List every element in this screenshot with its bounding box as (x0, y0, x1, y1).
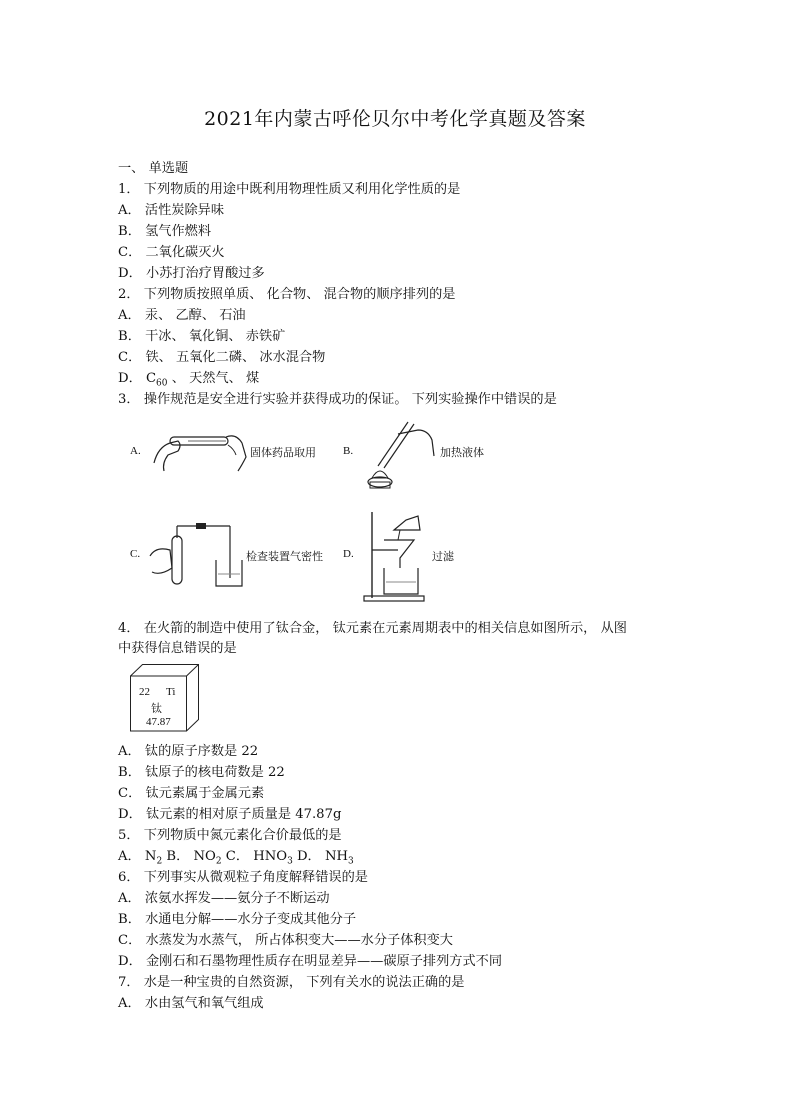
q5-stem: 5． 下列物质中氮元素化合价最低的是 (118, 828, 342, 843)
q5-a: A． N (118, 849, 157, 864)
q6-stem: 6． 下列事实从微观粒子角度解释错误的是 (118, 870, 368, 885)
q3-fig-c-illustration (146, 516, 246, 590)
q3-fig-b-illustration (358, 416, 438, 492)
q3-fig-b-caption: 加热液体 (440, 446, 484, 459)
q5-options (118, 848, 354, 871)
q1-option-d: D． 小苏打治疗胃酸过多 (118, 266, 265, 281)
section-heading: 一、 单选题 (118, 161, 189, 176)
q3-fig-d-label: D. (343, 548, 354, 560)
q5-d-sub: 3 (347, 856, 354, 867)
q1-option-b: B． 氢气作燃料 (118, 224, 212, 239)
element-symbol: Ti (166, 686, 176, 698)
q1-option-c: C． 二氧化碳灭火 (118, 245, 225, 260)
q5-a-sub: 2 (156, 856, 163, 867)
q3-fig-d-caption: 过滤 (432, 550, 454, 563)
q3-fig-b-label: B. (343, 445, 354, 457)
q3-stem: 3． 操作规范是安全进行实验并获得成功的保证。 下列实验操作中错误的是 (118, 392, 557, 407)
q6-option-b: B． 水通电分解——水分子变成其他分子 (118, 912, 357, 927)
q4-option-b: B． 钛原子的核电荷数是 22 (118, 765, 285, 780)
q5-d: D． NH (292, 849, 348, 864)
q5-c: C． HNO (221, 849, 288, 864)
element-atomic-mass: 47.87 (146, 716, 171, 728)
q2-d-prefix: D． C (118, 371, 157, 386)
q2-d-rest: 、 天然气、 煤 (167, 371, 260, 386)
q2-option-a: A． 汞、 乙醇、 石油 (118, 308, 246, 323)
q2-stem: 2． 下列物质按照单质、 化合物、 混合物的顺序排列的是 (118, 287, 456, 302)
q2-option-d (118, 370, 259, 393)
q6-option-c: C． 水蒸发为水蒸气， 所占体积变大——水分子体积变大 (118, 933, 453, 948)
q5-b: B． NO (162, 849, 216, 864)
element-atomic-number: 22 (139, 686, 150, 698)
q1-stem: 1． 下列物质的用途中既利用物理性质又利用化学性质的是 (118, 182, 461, 197)
q4-stem-line2: 中获得信息错误的是 (118, 641, 237, 656)
q4-option-c: C． 钛元素属于金属元素 (118, 786, 265, 801)
q4-option-d: D． 钛元素的相对原子质量是 47.87g (118, 807, 342, 822)
q1-option-a: A． 活性炭除异味 (118, 203, 225, 218)
q3-fig-a-illustration (148, 423, 248, 473)
q4-option-a: A． 钛的原子序数是 22 (118, 744, 259, 759)
q3-fig-d-illustration (360, 506, 430, 604)
q6-option-a: A． 浓氨水挥发——氨分子不断运动 (118, 891, 330, 906)
q2-option-c: C． 铁、 五氧化二磷、 冰水混合物 (118, 350, 326, 365)
q3-fig-a-caption: 固体药品取用 (250, 446, 316, 459)
q7-option-a: A． 水由氢气和氧气组成 (118, 996, 264, 1011)
q4-stem-line1: 4． 在火箭的制造中使用了钛合金， 钛元素在元素周期表中的相关信息如图所示， 从图 (118, 621, 627, 636)
q6-option-d: D． 金刚石和石墨物理性质存在明显差异——碳原子排列方式不同 (118, 954, 503, 969)
q3-fig-c-label: C. (130, 548, 141, 560)
q3-fig-c-caption: 检查装置气密性 (246, 550, 323, 563)
q5-c-sub: 3 (287, 856, 293, 867)
q2-option-b: B． 干冰、 氧化铜、 赤铁矿 (118, 329, 286, 344)
q3-fig-a-label: A. (130, 445, 141, 457)
q7-stem: 7． 水是一种宝贵的自然资源， 下列有关水的说法正确的是 (118, 975, 465, 990)
q5-b-sub: 2 (215, 856, 222, 867)
element-name: 钛 (151, 702, 162, 715)
q2-d-sub: 60 (156, 378, 168, 389)
page-title: 2021年内蒙古呼伦贝尔中考化学真题及答案 (204, 108, 586, 130)
